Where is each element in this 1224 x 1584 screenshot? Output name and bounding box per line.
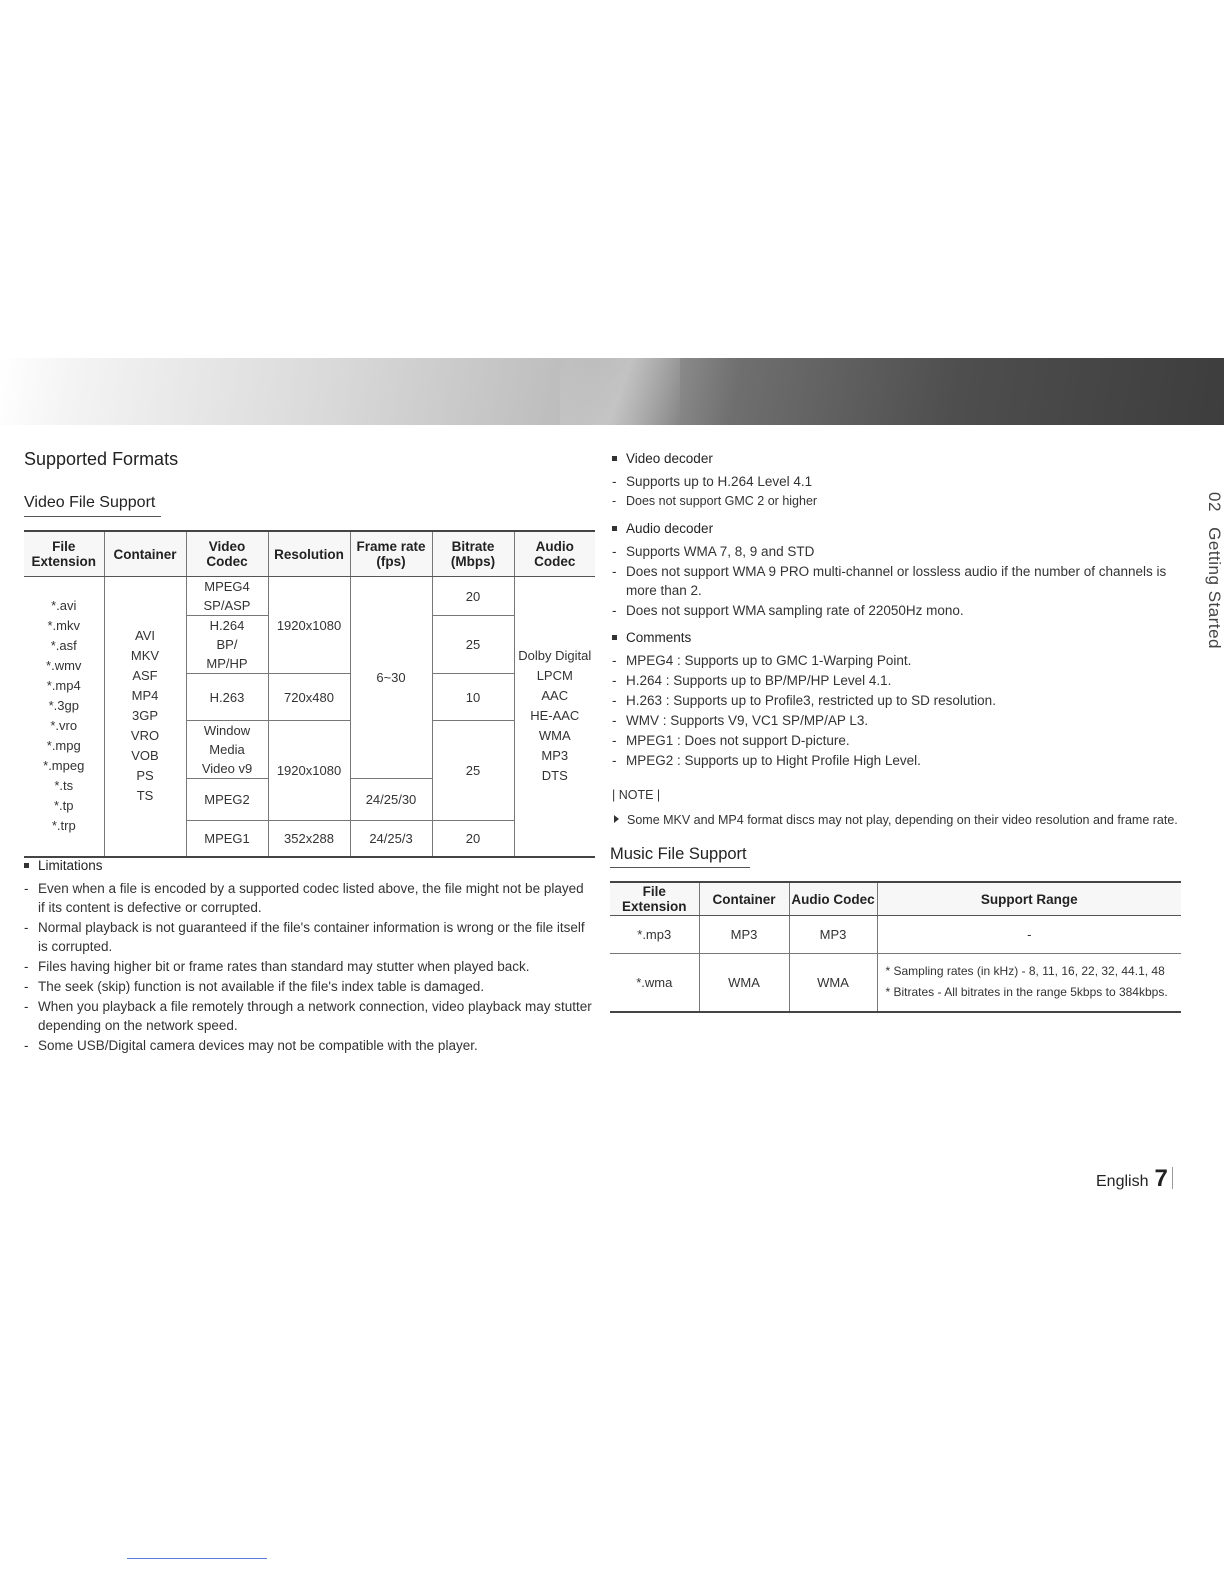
col-header-file-extension: File Extension	[24, 531, 104, 577]
note-body: Some MKV and MP4 format discs may not play, depending on their video resolution and frame rate.	[627, 813, 1178, 827]
limitation-item: - Files having higher bit or frame rates than standard may stutter when played back.	[24, 957, 592, 976]
ext-ts: *.ts	[54, 778, 74, 794]
container-asf: ASF	[132, 668, 158, 684]
container-mkv: MKV	[130, 648, 160, 664]
container-vob: VOB	[131, 748, 159, 764]
chapter-title: Getting Started	[1205, 527, 1224, 649]
wma-bitrates: * Bitrates - All bitrates in the range 5kbps to 384kbps.	[885, 985, 1168, 1000]
ext-3gp: *.3gp	[48, 698, 79, 714]
container-vro: VRO	[130, 728, 160, 744]
note-label: | NOTE |	[612, 788, 661, 802]
header-banner	[0, 358, 1224, 425]
limitations-block	[24, 856, 592, 1056]
codec-mpeg1: MPEG1	[186, 821, 268, 857]
page-number: 7	[1154, 1165, 1168, 1192]
ext-wmv: *.wmv	[46, 658, 82, 674]
comment-item: - MPEG2 : Supports up to Hight Profile High Level.	[612, 751, 1182, 770]
container-3gp: 3GP	[131, 708, 158, 724]
resolution-720: 720x480	[268, 674, 350, 721]
audio-decoder-item: - Supports WMA 7, 8, 9 and STD	[612, 542, 1182, 561]
ext-tp: *.tp	[53, 798, 74, 814]
limitation-item: - Some USB/Digital camera devices may not be compatible with the player.	[24, 1036, 592, 1055]
ext-mpeg: *.mpeg	[43, 758, 85, 774]
page-footer	[1096, 1165, 1173, 1193]
music-col-file-extension: File Extension	[610, 882, 699, 916]
limitations-title: Limitations	[24, 856, 592, 875]
audio-decoder-item: - Does not support WMA sampling rate of 22050Hz mono.	[612, 601, 1182, 620]
audio-decoder-title: Audio decoder	[612, 519, 1182, 538]
bottom-link-line	[127, 1558, 267, 1559]
ext-asf: *.asf	[50, 638, 77, 654]
framerate-6-30: 6~30	[350, 577, 432, 779]
audio-mp3: MP3	[541, 748, 569, 764]
video-section-title	[24, 494, 155, 512]
comment-item: - MPEG4 : Supports up to GMC 1-Warping Point.	[612, 651, 1182, 670]
music-support-table	[610, 881, 1181, 1013]
col-header-bitrate: Bitrate (Mbps)	[432, 531, 514, 577]
audio-lpcm: LPCM	[536, 668, 573, 684]
codec-h264: H.264 BP/ MP/HP	[186, 616, 268, 674]
audio-heaac: HE-AAC	[530, 708, 580, 724]
framerate-24-25-3: 24/25/3	[350, 821, 432, 857]
video-decoder-item: - Does not support GMC 2 or higher	[612, 492, 1182, 511]
music-ext-wma: *.wma	[610, 954, 699, 1012]
bitrate-20-b: 20	[432, 821, 514, 857]
ext-mp4: *.mp4	[46, 678, 81, 694]
wma-sampling-rates: * Sampling rates (in kHz) - 8, 11, 16, 22, 32, 44.1, 48	[885, 964, 1165, 979]
col-header-video-codec: Video Codec	[186, 531, 268, 577]
music-ext-mp3: *.mp3	[610, 916, 699, 954]
video-title-underline	[24, 516, 161, 517]
ext-vro: *.vro	[50, 718, 78, 734]
containers-cell	[104, 577, 186, 857]
resolution-1080-a: 1920x1080	[268, 577, 350, 674]
col-header-resolution: Resolution	[268, 531, 350, 577]
comment-item: - WMV : Supports V9, VC1 SP/MP/AP L3.	[612, 711, 1182, 730]
decoder-notes-block	[612, 449, 1182, 771]
music-container-mp3: MP3	[699, 916, 789, 954]
bitrate-25-a: 25	[432, 616, 514, 674]
limitation-item: - When you playback a file remotely through a network connection, video playback may stutter depending on the network speed.	[24, 997, 592, 1035]
extensions-cell	[24, 577, 104, 857]
video-table-header-row	[24, 531, 595, 577]
video-decoder-title: Video decoder	[612, 449, 1182, 468]
video-decoder-item: - Supports up to H.264 Level 4.1	[612, 472, 1182, 491]
resolution-1080-b: 1920x1080	[268, 721, 350, 821]
codec-wmv9: Window Media Video v9	[186, 721, 268, 779]
note-arrow-icon	[614, 815, 619, 823]
comment-item: - MPEG1 : Does not support D-picture.	[612, 731, 1182, 750]
music-col-audio-codec: Audio Codec	[789, 882, 877, 916]
bitrate-20-a: 20	[432, 577, 514, 616]
container-avi: AVI	[135, 628, 155, 644]
container-mp4: MP4	[131, 688, 159, 704]
codec-mpeg2: MPEG2	[186, 779, 268, 821]
table-row	[24, 577, 595, 616]
music-codec-wma: WMA	[789, 954, 877, 1012]
footer-language: English	[1096, 1173, 1149, 1190]
audio-wma: WMA	[538, 728, 571, 744]
music-container-wma: WMA	[699, 954, 789, 1012]
ext-trp: *.trp	[51, 818, 76, 834]
container-ps: PS	[136, 768, 154, 784]
note-text	[614, 813, 1178, 827]
music-title-underline	[610, 867, 750, 868]
audio-aac: AAC	[541, 688, 569, 704]
limitation-item: - Normal playback is not guaranteed if the file's container information is wrong or the file itself is corrupted.	[24, 918, 592, 956]
framerate-24-25-30: 24/25/30	[350, 779, 432, 821]
resolution-352: 352x288	[268, 821, 350, 857]
video-support-table	[24, 530, 595, 858]
codec-mpeg4: MPEG4 SP/ASP	[186, 577, 268, 616]
col-header-container: Container	[104, 531, 186, 577]
col-header-frame-rate: Frame rate (fps)	[350, 531, 432, 577]
comment-item: - H.264 : Supports up to BP/MP/HP Level 4.1.	[612, 671, 1182, 690]
bitrate-10: 10	[432, 674, 514, 721]
video-section-title-text: Video File Support	[24, 494, 156, 511]
audio-dolby: Dolby Digital	[518, 648, 592, 664]
music-section-title-text: Music File Support	[610, 845, 747, 863]
table-row	[610, 916, 1181, 954]
limitation-item: - Even when a file is encoded by a supported codec listed above, the file might not be played if its content is defective or corrupted.	[24, 879, 592, 917]
music-col-container: Container	[699, 882, 789, 916]
container-ts: TS	[136, 788, 154, 804]
side-chapter-tab	[1198, 492, 1224, 662]
ext-mkv: *.mkv	[47, 618, 80, 634]
music-col-support-range: Support Range	[877, 882, 1181, 916]
music-range-wma	[877, 954, 1181, 1012]
table-row	[610, 954, 1181, 1012]
bitrate-25-b: 25	[432, 721, 514, 821]
footer-divider	[1172, 1167, 1173, 1189]
music-codec-mp3: MP3	[789, 916, 877, 954]
music-table-header-row	[610, 882, 1181, 916]
audio-decoder-item: - Does not support WMA 9 PRO multi-channel or lossless audio if the number of channels is more than 2.	[612, 562, 1182, 600]
ext-mpg: *.mpg	[46, 738, 81, 754]
music-section-title	[610, 845, 747, 864]
comments-title: Comments	[612, 628, 1182, 647]
music-range-mp3: -	[877, 916, 1181, 954]
limitation-item: - The seek (skip) function is not available if the file's index table is damaged.	[24, 977, 592, 996]
codec-h263: H.263	[186, 674, 268, 721]
page-title: Supported Formats	[24, 449, 179, 469]
audio-dts: DTS	[541, 768, 568, 784]
comment-item: - H.263 : Supports up to Profile3, restricted up to SD resolution.	[612, 691, 1182, 710]
audio-codecs-cell	[514, 577, 595, 857]
col-header-audio-codec: Audio Codec	[514, 531, 595, 577]
chapter-number: 02	[1205, 492, 1224, 512]
ext-avi: *.avi	[51, 598, 77, 614]
